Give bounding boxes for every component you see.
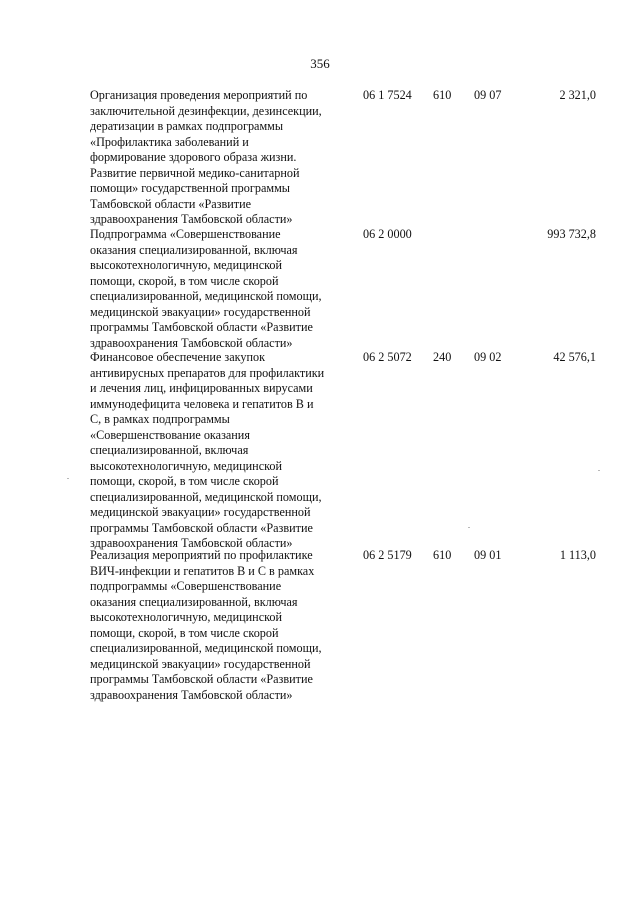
description-line: программы Тамбовской области «Развитие xyxy=(90,520,313,535)
target-article-code: 06 1 7524 xyxy=(363,88,412,102)
target-article-code: 06 2 5179 xyxy=(363,548,412,562)
description-line: оказания специализированной, включая xyxy=(90,242,298,257)
description-line: высокотехнологичную, медицинской xyxy=(90,610,283,624)
row-description xyxy=(90,548,352,703)
amount: 2 321,0 xyxy=(559,88,596,102)
description-line: специализированной, медицинской помощи, xyxy=(90,489,322,504)
section-code: 09 02 xyxy=(474,350,502,364)
description-line: «Профилактика заболеваний и xyxy=(90,134,249,149)
description-line: антивирусных препаратов для профилактики xyxy=(90,365,325,380)
description-line: помощи, скорой, в том числе скорой xyxy=(90,273,279,288)
description-line: ВИЧ-инфекции и гепатитов В и С в рамках xyxy=(90,563,315,578)
amount: 42 576,1 xyxy=(553,350,596,364)
scan-speck xyxy=(598,470,600,471)
description-line: заключительной дезинфекции, дезинсекции, xyxy=(90,103,322,118)
target-article-code: 06 2 0000 xyxy=(363,227,412,241)
description-line: медицинской эвакуации» государственной xyxy=(90,656,311,671)
amount: 1 113,0 xyxy=(559,548,596,562)
description-line: оказания специализированной, включая xyxy=(90,594,298,609)
target-article-code: 06 2 5072 xyxy=(363,350,412,364)
description-line: здравоохранения Тамбовской области» xyxy=(90,335,293,350)
description-line: Развитие первичной медико-санитарной xyxy=(90,165,300,180)
description-line: помощи» государственной программы xyxy=(90,181,290,195)
description-line: специализированной, медицинской помощи, xyxy=(90,289,322,303)
description-line: помощи, скорой, в том числе скорой xyxy=(90,474,279,488)
description-line: формирование здорового образа жизни. xyxy=(90,150,297,164)
section-code: 09 01 xyxy=(474,548,502,562)
section-code: 09 07 xyxy=(474,88,502,102)
description-line: высокотехнологичную, медицинской xyxy=(90,258,283,272)
row-description xyxy=(90,350,352,552)
description-line: здравоохранения Тамбовской области» xyxy=(90,536,293,550)
description-line: программы Тамбовской области «Развитие xyxy=(90,320,313,334)
row-description xyxy=(90,227,352,351)
description-line: подпрограммы «Совершенствование xyxy=(90,579,282,593)
description-line: Организация проведения мероприятий по xyxy=(90,88,308,102)
scan-speck xyxy=(468,527,470,528)
expense-type-code: 240 xyxy=(433,350,452,364)
description-line: Финансовое обеспечение закупок xyxy=(90,350,266,364)
amount: 993 732,8 xyxy=(547,227,596,241)
description-line: программы Тамбовской области «Развитие xyxy=(90,672,313,686)
description-line: Тамбовской области «Развитие xyxy=(90,196,252,211)
description-line: высокотехнологичную, медицинской xyxy=(90,458,283,473)
scan-speck xyxy=(67,478,69,479)
description-line: и лечения лиц, инфицированных вирусами xyxy=(90,381,313,395)
row-description xyxy=(90,88,352,228)
description-line: медицинской эвакуации» государственной xyxy=(90,304,311,319)
description-line: иммунодефицита человека и гепатитов В и xyxy=(90,396,314,411)
page-number: 356 xyxy=(310,56,330,71)
description-line: специализированной, медицинской помощи, xyxy=(90,641,322,655)
description-line: помощи, скорой, в том числе скорой xyxy=(90,625,279,640)
description-line: медицинской эвакуации» государственной xyxy=(90,505,311,519)
description-line: специализированной, включая xyxy=(90,443,249,457)
description-line: здравоохранения Тамбовской области» xyxy=(90,212,293,226)
description-line: Подпрограмма «Совершенствование xyxy=(90,227,281,241)
expense-type-code: 610 xyxy=(433,548,452,562)
description-line: С, в рамках подпрограммы xyxy=(90,412,230,426)
description-line: «Совершенствование оказания xyxy=(90,427,250,442)
description-line: дератизации в рамках подпрограммы xyxy=(90,119,284,133)
description-line: здравоохранения Тамбовской области» xyxy=(90,687,293,702)
expense-type-code: 610 xyxy=(433,88,452,102)
description-line: Реализация мероприятий по профилактике xyxy=(90,548,313,562)
